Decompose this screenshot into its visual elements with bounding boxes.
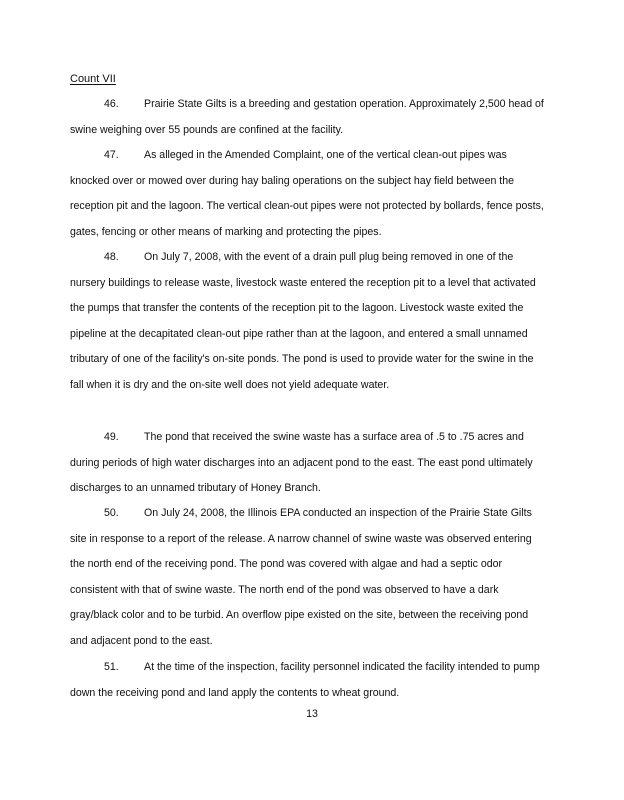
paragraph-49: [70, 425, 548, 502]
paragraph-text: As alleged in the Amended Complaint, one of the vertical clean-out pipes was knocked over or mowed over during hay baling operations on the subject hay field between the reception pit and the lagoon. The vertical clean-out pipes were not protected by bollards, fence posts, gates, fencing or other means of marking and protecting the pipes.: [70, 149, 544, 238]
paragraph-47: [70, 143, 548, 245]
paragraph-number: 50.: [104, 507, 119, 519]
paragraph-text: Prairie State Gilts is a breeding and gestation operation. Approximately 2,500 head of swine weighing over 55 pounds are confined at the facility.: [70, 98, 544, 136]
paragraph-text: At the time of the inspection, facility personnel indicated the facility intended to pump down the receiving pond and land apply the contents to wheat ground.: [70, 661, 540, 699]
paragraph-51: [70, 655, 548, 706]
paragraph-number: 46.: [104, 98, 119, 110]
page-number: 13: [306, 708, 318, 720]
paragraph-48: [70, 245, 548, 399]
paragraph-50: [70, 501, 548, 655]
paragraph-number: 49.: [104, 431, 119, 443]
paragraph-text: On July 7, 2008, with the event of a drain pull plug being removed in one of the nursery buildings to release waste, livestock waste entered the reception pit to a level that activated the pumps that transfer the contents of the reception pit to the lagoon. Livestock waste exited the pipeline at the decapitated clean-out pipe rather than at the lagoon, and entered a small unnamed tributary of one of the facility's on-site ponds. The pond is used to provide water for the swine in the fall when it is dry and the on-site well does not yield adequate water.: [70, 251, 536, 391]
count-heading: Count VII: [70, 73, 116, 85]
paragraph-number: 47.: [104, 149, 119, 161]
paragraph-text: The pond that received the swine waste has a surface area of .5 to .75 acres and during periods of high water discharges into an adjacent pond to the east. The east pond ultimately discharges to an unnamed tributary of Honey Branch.: [70, 431, 533, 495]
paragraph-46: [70, 92, 548, 143]
paragraph-number: 48.: [104, 251, 119, 263]
paragraph-number: 51.: [104, 661, 119, 673]
paragraph-text: On July 24, 2008, the Illinois EPA conducted an inspection of the Prairie State Gilts site in response to a report of the release. A narrow channel of swine waste was observed entering the north end of the receiving pond. The pond was covered with algae and had a septic odor consistent with that of swine waste. The north end of the pond was observed to have a dark gray/black color and to be turbid. An overflow pipe existed on the site, between the receiving pond and adjacent pond to the east.: [70, 507, 532, 647]
